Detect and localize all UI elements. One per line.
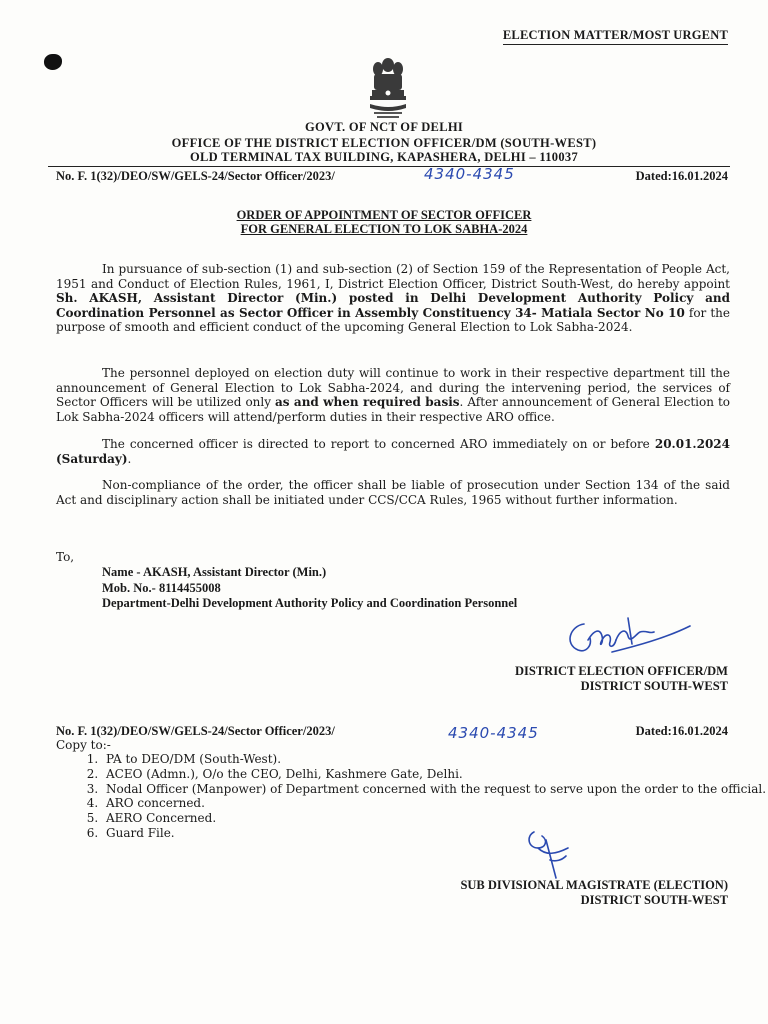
office-heading: OFFICE OF THE DISTRICT ELECTION OFFICER/DM (SOUTH-WEST)	[171, 136, 597, 150]
sdm-signature-icon	[516, 826, 576, 882]
deo-district: DISTRICT SOUTH-WEST	[580, 679, 728, 693]
copy-date: Dated:16.01.2024	[635, 724, 728, 738]
sdm-designation: SUB DIVISIONAL MAGISTRATE (ELECTION)	[460, 878, 728, 892]
addressee-block	[102, 565, 517, 612]
copy-file-number: No. F. 1(32)/DEO/SW/GELS-24/Sector Officer/2023/	[56, 724, 335, 738]
paragraph-deployment: The personnel deployed on election duty will continue to work in their respective department till the announcement of General Election to Lok Sabha-2024, and during the intervening period, the services of Sector Officers will be utilized only as and when required basis. After announcement of General Election to Lok Sabha-2024 officers will attend/perform duties in their respective ARO office.	[56, 366, 730, 424]
punch-hole-mark	[44, 54, 62, 70]
order-title-line1: ORDER OF APPOINTMENT OF SECTOR OFFICER	[236, 208, 532, 222]
list-item: 4. ARO concerned.	[102, 796, 768, 811]
paragraph-reporting: The concerned officer is directed to report to concerned ARO immediately on or before 20.01.2024 (Saturday).	[56, 437, 730, 466]
deo-signature-icon	[556, 604, 696, 668]
addressee-department: Department-Delhi Development Authority Policy and Coordination Personnel	[102, 596, 518, 610]
reference-row	[56, 167, 728, 189]
copy-list	[56, 752, 768, 841]
office-address: OLD TERMINAL TAX BUILDING, KAPASHERA, DELHI – 110037	[190, 150, 578, 164]
govt-heading: GOVT. OF NCT OF DELHI	[304, 120, 464, 134]
urgent-label: ELECTION MATTER/MOST URGENT	[503, 28, 728, 45]
copy-handwritten-number: 4340-4345	[448, 724, 539, 742]
copy-to-label: Copy to:-	[56, 738, 111, 752]
file-number: No. F. 1(32)/DEO/SW/GELS-24/Sector Officer/2023/	[56, 169, 335, 183]
list-item: 2. ACEO (Admn.), O/o the CEO, Delhi, Kashmere Gate, Delhi.	[102, 767, 768, 782]
addressee-mobile: Mob. No.- 8114455008	[102, 580, 221, 595]
paragraph-appointment: In pursuance of sub-section (1) and sub-section (2) of Section 159 of the Representation of People Act, 1951 and Conduct of Election Rules, 1961, I, District Election Officer, District South-West, do hereby appoint Sh. AKASH, Assistant Director (Min.) posted in Delhi Development Authority Policy and Coordination Personnel as Sector Officer in Assembly Constituency 34- Matiala Sector No 10 for the purpose of smooth and efficient conduct of the upcoming General Election to Lok Sabha-2024.	[56, 262, 730, 335]
list-item: 5. AERO Concerned.	[102, 811, 768, 826]
sdm-signature-block	[460, 878, 728, 908]
paragraph-noncompliance: Non-compliance of the order, the officer shall be liable of prosecution under Section 134 of the said Act and disciplinary action shall be initiated under CCS/CCA Rules, 1965 without further information.	[56, 478, 730, 507]
copy-reference-row	[56, 722, 728, 744]
list-item: 6. Guard File.	[102, 826, 768, 841]
list-item: 1. PA to DEO/DM (South-West).	[102, 752, 768, 767]
order-title-line2: FOR GENERAL ELECTION TO LOK SABHA-2024	[240, 222, 528, 236]
state-emblem-icon	[364, 56, 412, 122]
sdm-district: DISTRICT SOUTH-WEST	[580, 893, 728, 907]
order-date: Dated:16.01.2024	[635, 169, 728, 183]
deo-designation: DISTRICT ELECTION OFFICER/DM	[514, 664, 728, 678]
to-label: To,	[56, 550, 75, 564]
list-item: 3. Nodal Officer (Manpower) of Department concerned with the request to serve upon the order to the official.	[102, 782, 768, 797]
addressee-name: Name - AKASH, Assistant Director (Min.)	[102, 565, 327, 579]
handwritten-dispatch-number: 4340-4345	[424, 165, 515, 183]
deo-signature-block	[515, 664, 728, 694]
